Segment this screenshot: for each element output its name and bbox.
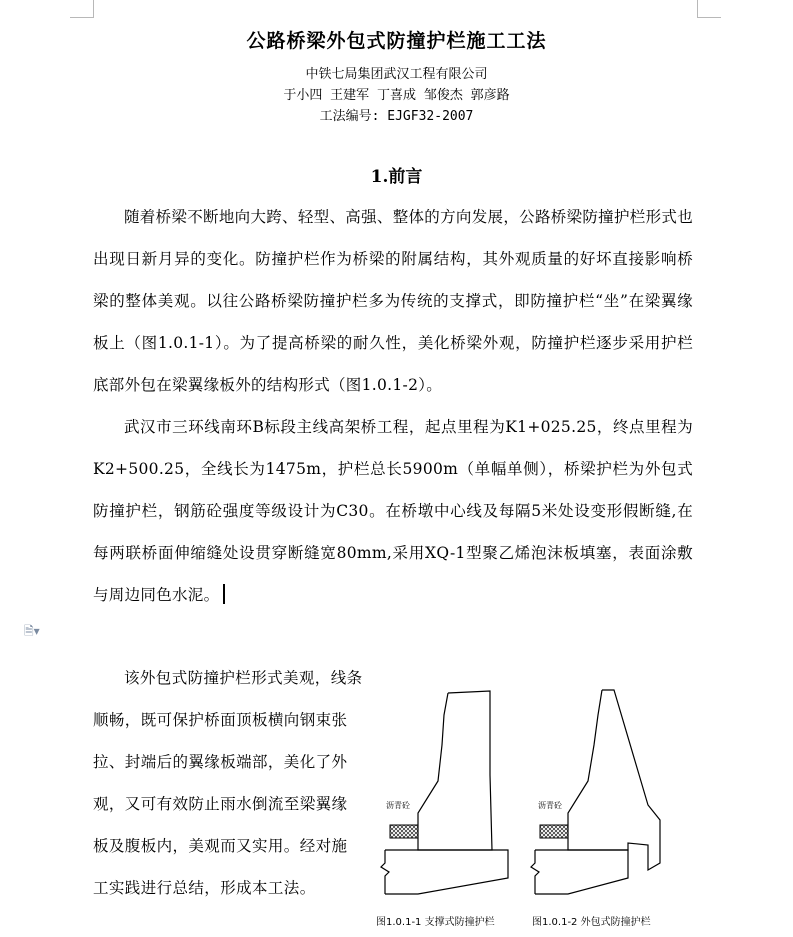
paragraph-options-icon[interactable]: 🗎▾ — [24, 624, 40, 638]
page-corner-mark-left-v — [93, 0, 94, 18]
page-corner-mark-left-h — [70, 17, 94, 18]
paragraph-summary: 该外包式防撞护栏形式美观，线条顺畅，既可保护桥面顶板横向钢束张拉、封端后的翼缘板端部，美化了外观，又可有效防止雨水倒流至梁翼缘板及腹板内，美观而又实用。经对施工实践进行总结，形成本工法。 — [93, 669, 363, 897]
page-corner-mark-right-v — [697, 0, 698, 18]
figure-caption-left: 图1.0.1-1 支撑式防撞护栏 — [376, 917, 495, 928]
asphalt-layer — [390, 825, 418, 838]
text-cursor — [223, 584, 225, 604]
organization: 中铁七局集团武汉工程有限公司 — [305, 67, 488, 82]
body-text — [93, 196, 693, 616]
paragraph-project — [93, 406, 693, 616]
asphalt-label-right: 沥青砼 — [538, 801, 562, 810]
break-symbol — [531, 850, 539, 894]
figure-supported-barrier — [380, 685, 520, 910]
paragraph-intro: 随着桥梁不断地向大跨、轻型、高强、整体的方向发展，公路桥梁防撞护栏形式也出现日新月异的变化。防撞护栏作为桥梁的附属结构，其外观质量的好坏直接影响桥梁的整体美观。以往公路桥梁防撞护栏多为传统的支撑式，即防撞护栏“坐”在梁翼缘板上（图1.0.1-1）。为了提高桥梁的耐久性，美化桥梁外观，防撞护栏逐步采用护栏底部外包在梁翼缘板外的结构形式（图1.0.1-2）。 — [93, 208, 693, 394]
deck-slab — [535, 850, 628, 894]
method-code: 工法编号: EJGF32-2007 — [319, 109, 474, 124]
asphalt-label-left: 沥青砼 — [386, 801, 410, 810]
section-heading: 1.前言 — [370, 167, 423, 187]
break-symbol — [381, 850, 389, 894]
side-paragraph — [93, 657, 363, 909]
deck-slab — [385, 850, 508, 894]
authors: 于小四 王建军 丁喜成 邹俊杰 郭彦路 — [283, 88, 510, 103]
figure-wrapped-barrier — [530, 685, 670, 910]
barrier-outline — [568, 690, 660, 870]
document-title: 公路桥梁外包式防撞护栏施工工法 — [246, 30, 547, 52]
page-corner-mark-right-h — [697, 17, 721, 18]
asphalt-layer — [540, 825, 568, 838]
paragraph-project-text: 武汉市三环线南环B标段主线高架桥工程，起点里程为K1+025.25，终点里程为K2+500.25，全线长为1475m，护栏总长5900m（单幅单侧），桥梁护栏为外包式防撞护栏，钢筋砼强度等级设计为C30。在桥墩中心线及每隔5米处设变形假断缝,在每两联桥面伸缩缝处设贯穿断缝宽80mm,采用XQ-1型聚乙烯泡沫板填塞，表面涂敷与周边同色水泥。 — [93, 418, 693, 604]
barrier-outline — [418, 691, 492, 850]
figure-caption-right: 图1.0.1-2 外包式防撞护栏 — [532, 917, 651, 928]
